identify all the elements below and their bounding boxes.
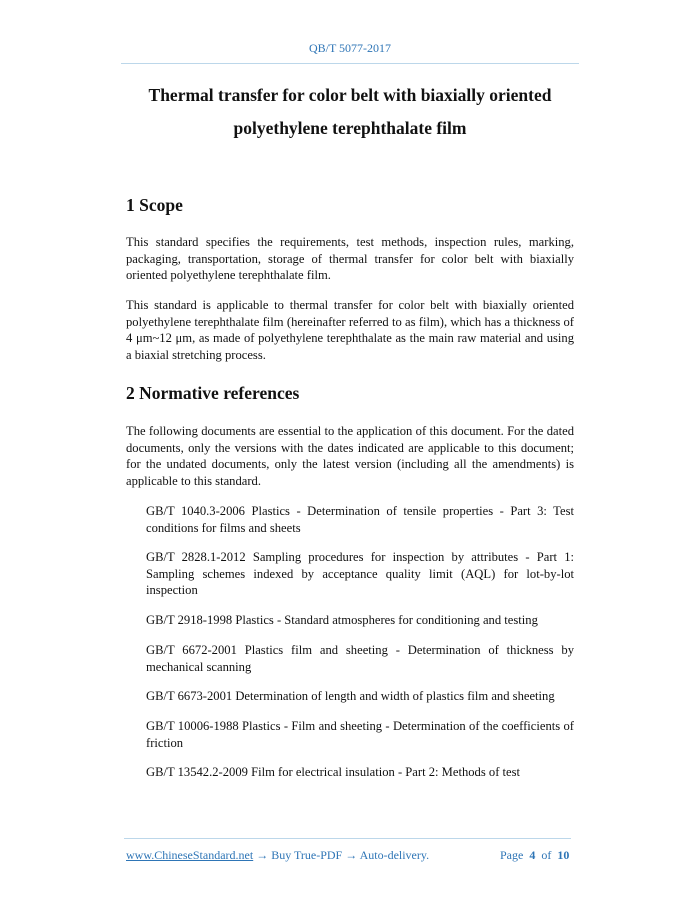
normative-paragraph: The following documents are essential to the application of this document. For the dated documents, only the versions with the dates indicated are applicable to this document; for the undated documents, only the latest version (including all the amendments) is applicable to this standard. [126, 424, 574, 488]
footer-promo-text: → Buy True-PDF → Auto-delivery. [253, 848, 430, 862]
header-divider [121, 63, 579, 64]
document-title-line1: Thermal transfer for color belt with biaxially oriented [148, 85, 552, 105]
reference-item: GB/T 2918-1998 Plastics - Standard atmospheres for conditioning and testing [146, 613, 538, 627]
scope-paragraph-2: This standard is applicable to thermal transfer for color belt with biaxially oriented polyethylene terephthalate film (hereinafter referred to as film), which has a thickness of 4 μm~12 μm, as made of polyethylene terephthalate as the main raw material and using a biaxial stretching process. [126, 298, 574, 362]
document-title-line2: polyethylene terephthalate film [233, 118, 467, 138]
section-heading-scope: 1 Scope [126, 195, 183, 215]
section-heading-normative-references: 2 Normative references [126, 383, 300, 403]
page-current: 4 [529, 848, 536, 862]
footer-website-link[interactable]: www.ChineseStandard.net [126, 848, 254, 862]
reference-item: GB/T 6673-2001 Determination of length and width of plastics film and sheeting [146, 689, 555, 703]
scope-paragraph-1: This standard specifies the requirements, test methods, inspection rules, marking, packaging, transportation, storage of thermal transfer for color belt with biaxially oriented polyethylene terephthalate film. [126, 235, 574, 283]
reference-item: GB/T 6672-2001 Plastics film and sheeting - Determination of thickness by mechanical scanning [146, 643, 574, 674]
page-indicator [500, 848, 569, 863]
reference-item: GB/T 1040.3-2006 Plastics - Determination of tensile properties - Part 3: Test conditions for films and sheets [146, 504, 574, 535]
footer-promo [126, 848, 429, 863]
footer-divider [124, 838, 571, 839]
reference-item: GB/T 2828.1-2012 Sampling procedures for inspection by attributes - Part 1: Sampling schemes indexed by acceptance quality limit (AQL) for lot-by-lot inspection [146, 550, 574, 598]
page-of: of [541, 848, 552, 862]
header-doc-code: QB/T 5077-2017 [308, 41, 392, 55]
page-label: Page [500, 848, 524, 862]
reference-item: GB/T 13542.2-2009 Film for electrical insulation - Part 2: Methods of test [146, 765, 521, 779]
reference-item: GB/T 10006-1988 Plastics - Film and sheeting - Determination of the coefficients of friction [146, 719, 574, 750]
page-total: 10 [557, 848, 570, 862]
